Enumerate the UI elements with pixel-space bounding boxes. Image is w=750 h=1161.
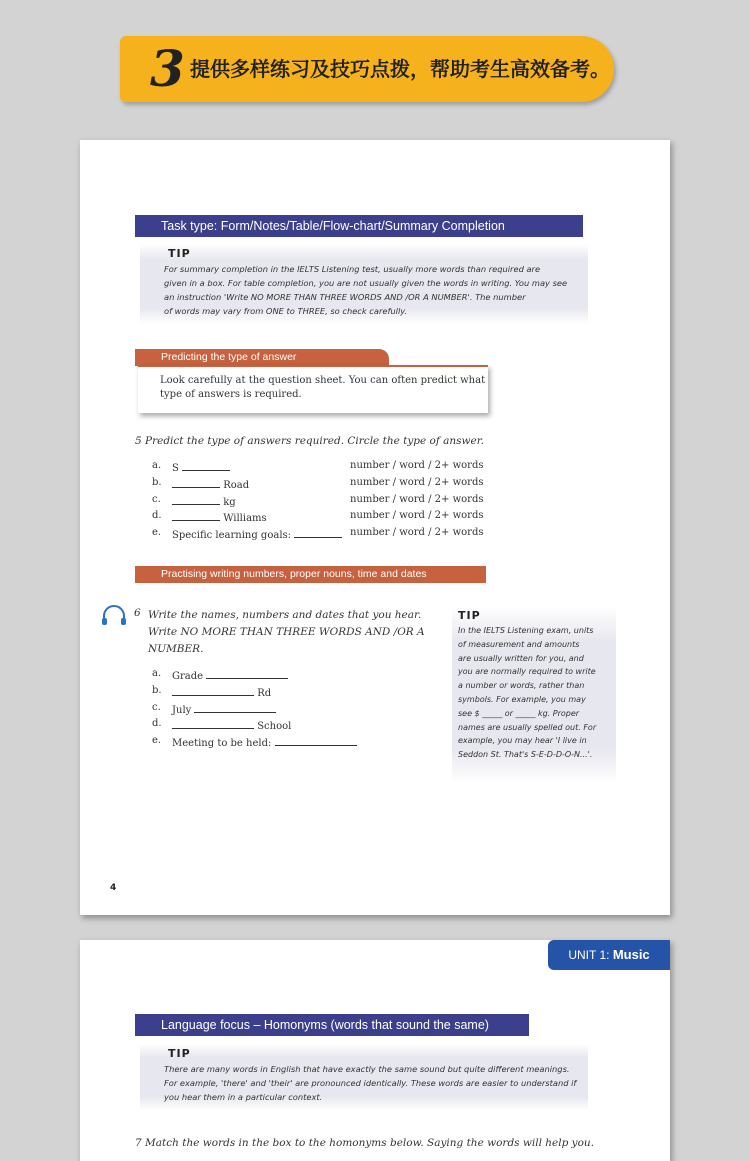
question-6-list [152, 668, 412, 752]
task-type-bar: Task type: Form/Notes/Table/Flow-chart/Summary Completion [135, 215, 583, 237]
answer-blank[interactable] [194, 702, 276, 713]
list-item: c. kg number / word / 2+ words [152, 493, 484, 508]
tip-text: In the IELTS Listening exam, units of measurement and amounts are usually written for you, and you are normally required to write a number or words, rather than symbols. For example, you may see $ _____ or _____ kg. Proper names are usually spelled out. For example, you may hear 'I live in Seddon St. That's S-E-D-D-O-N...'. [458, 626, 597, 760]
list-item: a. Grade [152, 668, 412, 685]
tip-label: TIP [458, 609, 481, 622]
tip-text: There are many words in English that have exactly the same sound but quite different meanings. For example, 'there' and 'their' are pronounced identically. These words are easier to understand if you hear them in a particular context. [164, 1064, 577, 1102]
question-6-instruction: Write the names, numbers and dates that you hear. Write NO MORE THAN THREE WORDS AND /OR A NUMBER. [148, 609, 425, 655]
question-7-instruction: 7 Match the words in the box to the homonyms below. Saying the words will help you. [135, 1137, 595, 1149]
list-item: b. Road number / word / 2+ words [152, 476, 484, 491]
predict-note-text: Look carefully at the question sheet. You can often predict what type of answers is required. [160, 375, 486, 400]
answer-blank[interactable] [172, 718, 254, 729]
question-6-number: 6 [134, 607, 141, 619]
list-item: b. Rd [152, 684, 272, 699]
answer-blank[interactable] [172, 494, 220, 505]
feature-banner [120, 36, 614, 102]
answer-blank[interactable] [172, 477, 220, 488]
tip-label: TIP [168, 1047, 191, 1060]
answer-blank[interactable] [172, 510, 220, 521]
list-item: a. S number / word / 2+ words [152, 460, 484, 474]
question-5-instruction: 5 Predict the type of answers required. Circle the type of answer. [135, 435, 484, 447]
banner-text: 提供多样练习及技巧点拨，帮助考生高效备考。 [190, 57, 610, 81]
answer-blank[interactable] [275, 735, 357, 746]
book-page-5 [80, 940, 670, 1161]
banner-number: 3 [150, 39, 185, 98]
predict-note-paper [138, 365, 488, 413]
list-item: e. Specific learning goals: number / word / 2+ words [152, 527, 484, 542]
list-item: c. July [152, 702, 412, 719]
tip-box-summary [140, 244, 588, 324]
tip-box-units [452, 606, 616, 784]
list-item: d. School [152, 718, 292, 733]
unit-tab: UNIT 1: Music [548, 940, 670, 970]
page-number: 4 [110, 883, 117, 893]
tip-label: TIP [168, 247, 191, 260]
answer-blank[interactable] [172, 685, 254, 696]
headphones-icon [100, 605, 128, 627]
question-5-list [152, 460, 512, 544]
list-item: e. Meeting to be held: [152, 735, 412, 752]
language-focus-bar: Language focus – Homonyms (words that sound the same) [135, 1014, 529, 1036]
tip-text: For summary completion in the IELTS Listening test, usually more words than required are given in a box. For table completion, you are not usually given the words in writing. You may see an instruction 'Write NO MORE THAN THREE WORDS AND /OR A NUMBER'. The number of words may vary from ONE to THREE, so check carefully. [164, 264, 568, 316]
answer-blank[interactable] [206, 668, 288, 679]
book-page-4 [80, 140, 670, 915]
answer-blank[interactable] [294, 527, 342, 538]
answer-blank[interactable] [182, 460, 230, 471]
practise-header: Practising writing numbers, proper nouns, time and dates [135, 566, 486, 583]
list-item: d. Williams number / word / 2+ words [152, 510, 484, 525]
predict-header: Predicting the type of answer [135, 349, 389, 366]
tip-box-homonyms [140, 1044, 588, 1110]
